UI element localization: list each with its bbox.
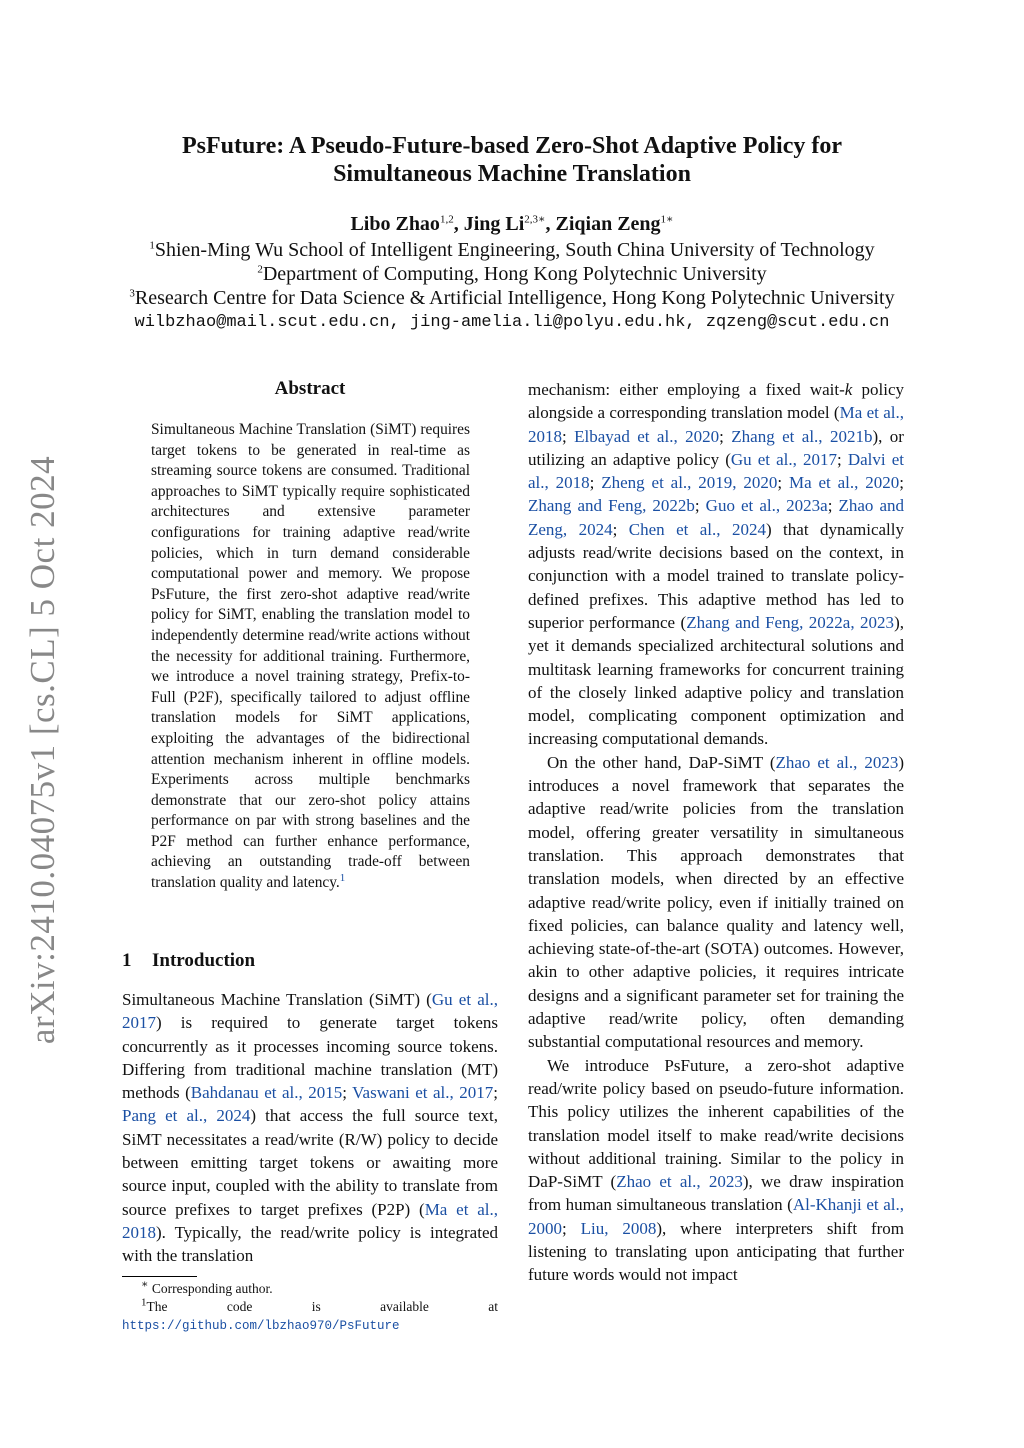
citation-link[interactable]: Gu et al., 2017 bbox=[730, 449, 837, 469]
affiliation: $^3$Research Centre for Data Science & Artificial Intelligence, Hong Kong Polytechnic University bbox=[129, 287, 895, 309]
title-line-1: PsFuture: A Pseudo-Future-based Zero-Shot Adaptive Policy for bbox=[182, 133, 842, 159]
paragraph: We introduce PsFuture, a zero-shot adaptive read/write policy based on pseudo-future information. This policy utilizes the inherent capabilities of the translation model itself to make read/write decisions without additional training. Similar to the policy in DaP-SiMT (Zhao et al., 2023), we draw inspiration from human simultaneous translation (Al-Khanji et al., 2000; Liu, 2008), where interpreters shift from listening to translating upon anticipating that further future words would not impact bbox=[528, 1055, 905, 1285]
footnote-corresponding: ∗ Corresponding author. bbox=[141, 1278, 273, 1296]
author-name: Ziqian Zeng bbox=[555, 213, 661, 235]
citation-link[interactable]: Ma et al., 2018 bbox=[528, 403, 904, 446]
author-name: Libo Zhao bbox=[350, 213, 440, 235]
paper-title bbox=[0, 132, 1024, 188]
introduction-column-1 bbox=[122, 988, 498, 1268]
author-affil-mark: 2,3∗ bbox=[524, 213, 546, 226]
author-affil-mark: 1,2 bbox=[439, 213, 454, 226]
code-url-link[interactable]: https://github.com/lbzhao970/PsFuture bbox=[122, 1319, 400, 1333]
citation-link[interactable]: Al-Khanji et al., 2000 bbox=[528, 1195, 905, 1238]
citation-link[interactable]: Dalvi et al., 2018 bbox=[528, 449, 904, 493]
paragraph: mechanism: either employing a fixed wait-k policy alongside a corresponding translation model (Ma et al., 2018; Elbayad et al., 2020; Zhang et al., 2021b), or utilizing an adaptive policy (Gu et al., 2017; Dalvi et al., 2018; Zheng et al., 2019, 2020; Ma et al., 2020; Zhang and Feng, 2022b; Guo et al., 2023a; Zhao and Zeng, 2024; Chen et al., 2024) that dynamically adjusts read/write decisions based on the context, in conjunction with a model trained to translate policy-defined prefixes. This adaptive method has led to superior performance (Zhang and Feng, 2022a, 2023), yet it demands specialized architectural solutions and multitask learning frameworks for concurrent training of the closely linked adaptive policy and translation model, complicating component optimization and increasing computational demands. bbox=[528, 380, 904, 749]
footnote-divider bbox=[122, 1276, 197, 1277]
affiliation: $^2$Department of Computing, Hong Kong Polytechnic University bbox=[257, 263, 767, 285]
author-affil-mark: 1∗ bbox=[660, 213, 674, 226]
citation-link[interactable]: Gu et al., 2017 bbox=[122, 990, 498, 1033]
citation-link[interactable]: Zhang and Feng, 2022b bbox=[528, 496, 695, 516]
arxiv-identifier: arXiv:2410.04075v1 [cs.CL] 5 Oct 2024 bbox=[23, 455, 62, 1045]
affiliations bbox=[0, 238, 1024, 310]
citation-link[interactable]: Ma et al., 2018 bbox=[122, 1199, 498, 1242]
citation-link[interactable]: Liu, 2008 bbox=[580, 1218, 657, 1238]
affiliation: $^1$Shien-Ming Wu School of Intelligent Engineering, South China University of Technology bbox=[149, 239, 875, 261]
section-heading-introduction bbox=[122, 950, 498, 972]
abstract-heading: Abstract bbox=[274, 378, 346, 399]
citation-link[interactable]: Zhao et al., 2023 bbox=[775, 752, 899, 772]
introduction-column-2 bbox=[528, 378, 904, 1287]
citation-link[interactable]: Guo et al., 2023a bbox=[705, 496, 828, 516]
citation-link[interactable]: Chen et al., 2024 bbox=[628, 519, 766, 539]
abstract-text: Simultaneous Machine Translation (SiMT) requires target tokens to be generated in real-time as streaming source tokens are consumed. Traditional approaches to SiMT typically require sophisticated architectures and extensive parameter configurations for training adaptive read/write policies, which in turn demand considerable computational power and memory. We propose PsFuture, the first zero-shot adaptive read/write policy for SiMT, enabling the translation model to independently determine read/write actions without the necessity for additional training. Furthermore, we introduce a novel training strategy, Prefix-to-Full (P2F), specifically tailored to adjust offline translation models for SiMT applications, exploiting the advantages of the bidirectional attention mechanism inherent in offline models. Experiments across multiple benchmarks demonstrate that our zero-shot policy attains performance on par with strong baselines and the P2F method can further enhance performance, achieving an outstanding trade-off between translation quality and latency. bbox=[151, 421, 470, 892]
section-title: Introduction bbox=[152, 950, 256, 971]
citation-link[interactable]: Ma et al., 2020 bbox=[788, 473, 900, 493]
paragraph: On the other hand, DaP-SiMT (Zhao et al., 2023) introduces a novel framework that separates the adaptive read/write policies from the translation model, offering greater versatility in simultaneous translation. This approach demonstrates that translation models, when directed by an effective adaptive read/write policy, even if initially trained on fixed policies, can balance quality and latency well, achieving state-of-the-art (SOTA) outcomes. However, akin to other adaptive policies, it requires intricate designs and a significant parameter set for training the adaptive read/write policy, often demanding substantial computational resources and memory. bbox=[528, 752, 904, 1052]
abstract-body bbox=[151, 420, 470, 894]
citation-link[interactable]: Zhang et al., 2021b bbox=[731, 426, 873, 446]
citation-link[interactable]: Vaswani et al., 2017 bbox=[352, 1083, 494, 1103]
citation-link[interactable]: Zhao and Zeng, 2024 bbox=[528, 496, 904, 539]
footnotes bbox=[122, 1280, 498, 1335]
section-number: 1 bbox=[122, 950, 132, 971]
citation-link[interactable]: Zhang and Feng, 2022a, 2023 bbox=[686, 612, 895, 632]
paragraph: Simultaneous Machine Translation (SiMT) (Gu et al., 2017) is required to generate target tokens concurrently as it processes incoming source tokens. Differing from traditional machine translation (MT) methods (Bahdanau et al., 2015; Vaswani et al., 2017; Pang et al., 2024) that access the full source text, SiMT necessitates a read/write (R/W) policy to decide between emitting target tokens or awaiting more source input, coupled with the ability to translate from source prefixes to target prefixes (P2P) (Ma et al., 2018). Typically, the read/write policy is integrated with the translation bbox=[122, 990, 498, 1266]
author-emails[interactable]: wilbzhao@mail.scut.edu.cn, jing-amelia.li@polyu.edu.hk, zqzeng@scut.edu.cn bbox=[134, 313, 890, 332]
citation-link[interactable]: Zheng et al., 2019, 2020 bbox=[601, 473, 778, 493]
citation-link[interactable]: Elbayad et al., 2020 bbox=[574, 426, 720, 446]
author-list: Libo Zhao$^{1,2}$, Jing $Li^{2,3∗}$, Ziqian Zeng$^{1∗}$ bbox=[350, 213, 674, 235]
author-name: Jing Li bbox=[463, 213, 525, 235]
footnote-link[interactable]: 1 bbox=[339, 871, 346, 884]
title-line-2: Simultaneous Machine Translation bbox=[333, 161, 691, 187]
citation-link[interactable]: Pang et al., 2024 bbox=[122, 1106, 251, 1126]
footnote-code: $^1$The code is available at https://github.com/lbzhao970/PsFuture bbox=[122, 1296, 498, 1333]
citation-link[interactable]: Bahdanau et al., 2015 bbox=[190, 1083, 343, 1103]
citation-link[interactable]: Zhao et al., 2023 bbox=[616, 1172, 743, 1192]
